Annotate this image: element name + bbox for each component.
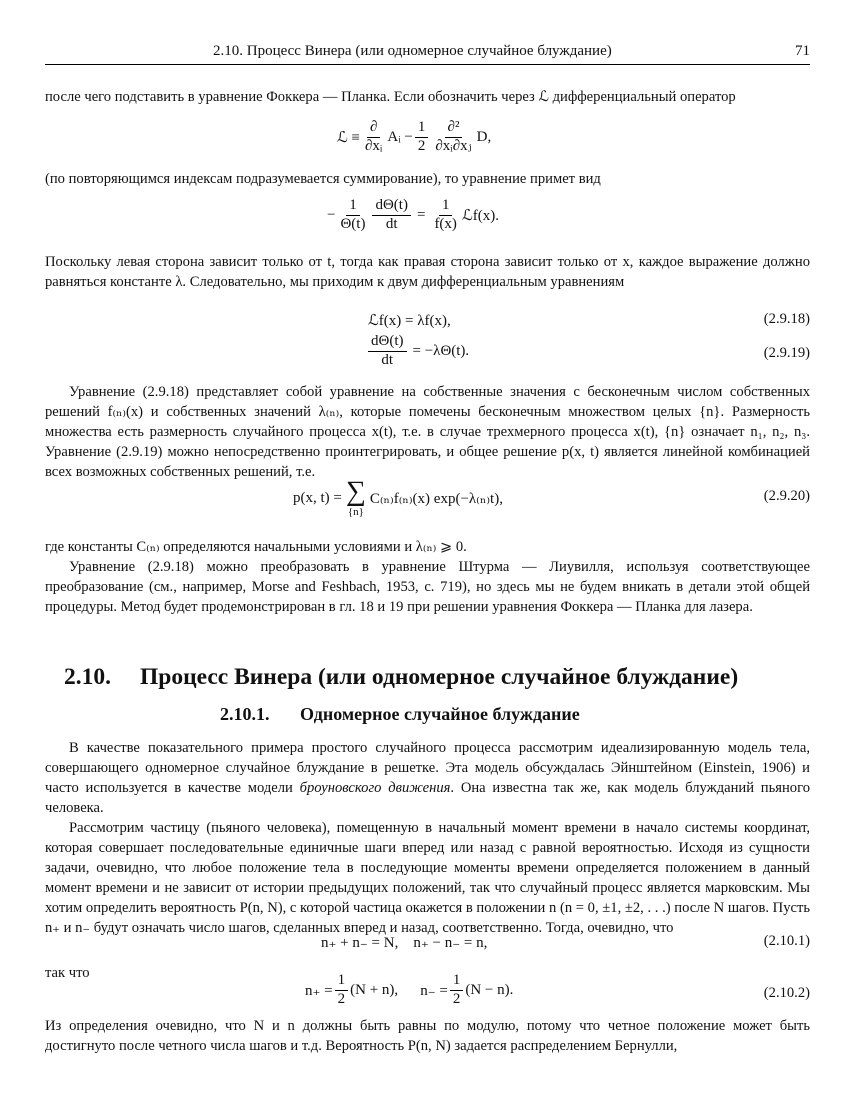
fraction-denominator: ∂xᵢ: [365, 137, 383, 154]
paragraph-so-that: так что: [45, 965, 90, 981]
equation-tail: ℒf(x).: [461, 207, 499, 224]
equation-number: (2.10.1): [763, 933, 810, 949]
equation-2-9-18: [45, 311, 810, 333]
equation-number: (2.9.20): [763, 488, 810, 504]
fraction-numerator: dΘ(t): [368, 334, 407, 352]
fraction-denominator: Θ(t): [340, 215, 366, 232]
fraction-dtheta-dt: [372, 198, 411, 233]
equation-number: (2.9.18): [763, 311, 810, 327]
fraction-denominator: 2: [452, 990, 461, 1007]
paragraph-intro: после чего подставить в уравнение Фоккера — Планка. Если обозначить через ℒ дифференциальный оператор: [45, 89, 736, 105]
fraction-numerator: 1: [439, 198, 453, 216]
fraction-numerator: ∂: [367, 120, 380, 138]
equation-lhs: p(x, t) =: [293, 489, 342, 506]
equation-2-9-19: [45, 334, 810, 376]
paragraph-bernoulli: Из определения очевидно, что N и n должны быть равны по модулю, потому что четное положение может быть достигнуто после четного числа шагов и т.д. Вероятность P(n, N) задается распределением Бернулли,: [45, 1018, 810, 1054]
equation-part: (N + n),: [350, 981, 399, 998]
fraction-denominator: 2: [417, 137, 426, 154]
equation-operator-definition: [45, 120, 810, 166]
subsection-title: Одномерное случайное блуждание: [300, 704, 580, 724]
operator-tail: D,: [476, 128, 492, 145]
fraction-denominator: f(x): [434, 215, 457, 232]
paragraph-sturm-liouville: Уравнение (2.9.18) можно преобразовать в уравнение Штурма — Лиувилля, используя соответствующее преобразование (см., например, Morse and Feshbach, 1953, с. 719), но здесь мы не будем вникать в детали этой общей процедуры. Метод будет продемонстрирован в гл. 18 и 19 при решении уравнения Фоккера — Планка для лазера.: [45, 559, 810, 615]
equals-sign: =: [416, 206, 426, 223]
fraction-one-half: [450, 973, 464, 1008]
equation-2-10-2: [45, 973, 810, 1017]
equation-rhs: C₍ₙ₎f₍ₙ₎(x) exp(−λ₍ₙ₎t),: [369, 490, 503, 507]
fraction-dtheta-dt: [368, 334, 407, 369]
fraction-numerator: 1: [346, 198, 360, 216]
equation-body: ℒf(x) = λf(x),: [368, 313, 451, 329]
fraction-second-partial: [432, 120, 474, 155]
equation-2-10-1: [45, 933, 810, 955]
section-title: Процесс Винера (или одномерное случайное блуждание): [140, 664, 739, 690]
fraction-denominator: ∂xᵢ∂xⱼ: [435, 137, 472, 154]
paragraph-eigen-intro: Поскольку левая сторона зависит только от t, тогда как правая сторона зависит только от x, каждое выражение должно равняться константе λ. Следовательно, мы приходим к двум дифференциальным уравнениям: [45, 254, 810, 290]
fraction-numerator: dΘ(t): [372, 198, 411, 216]
fraction-denominator: dt: [381, 351, 394, 368]
equation-body: n₊ + n₋ = N, n₊ − n₋ = n,: [321, 935, 488, 951]
section-heading: [64, 664, 738, 691]
equation-lhs: n₊ =: [305, 982, 333, 999]
equation-tail: = −λΘ(t).: [412, 342, 470, 359]
equation-separated: [45, 198, 810, 244]
fraction-one-half: [335, 973, 349, 1008]
fraction-inverse-f: [431, 198, 460, 233]
fraction-denominator: 2: [337, 990, 346, 1007]
running-title: 2.10. Процесс Винера (или одномерное случайное блуждание): [213, 43, 612, 59]
fraction-numerator: 1: [450, 973, 464, 991]
subsection-heading: [220, 704, 580, 725]
fraction-numerator: ∂²: [445, 120, 463, 138]
equation-lhs: n₋ =: [420, 982, 448, 999]
sum-index: {n}: [347, 506, 364, 518]
fraction-partial: [362, 120, 385, 155]
running-header: [45, 42, 810, 65]
sigma-symbol: ∑: [345, 476, 366, 507]
equation-number: (2.9.19): [763, 345, 810, 361]
text-run: В качестве показательного примера простого случайного процесса рассмотрим идеализированную модель тела, совершающего одномерное случайное блуждание в решетке. Эта модель обсуждалась Эйнштейном (Einstein, 1906) и часто используется в качестве модели: [45, 740, 810, 796]
text-run: . Она известна так же, как модель блужданий пьяного человека.: [45, 780, 810, 816]
page-number: 71: [795, 43, 810, 59]
fraction-one-half: [415, 120, 429, 155]
equation-2-9-20: [45, 478, 810, 528]
paragraph-eigen-solutions: Уравнение (2.9.18) представляет собой уравнение на собственные значения с бесконечным числом собственных решений f₍ₙ₎(x) и собственных значений λ₍ₙ₎, которые помечены бесконечным множеством целых {n}. Размерность множества есть размерность случайного процесса x(t), т.е. в случае трехмерного процесса x(t), {n} означает n₁, n₂, n₃. Уравнение (2.9.19) можно непосредственно проинтегрировать, и общее решение p(x, t) является линейной комбинацией всех возможных собственных решений, т.е.: [45, 384, 810, 480]
fraction-numerator: 1: [335, 973, 349, 991]
paragraph-constants: где константы C₍ₙ₎ определяются начальными условиями и λ₍ₙ₎ ⩾ 0.: [45, 539, 467, 555]
equation-number: (2.10.2): [763, 985, 810, 1001]
summation-sign: [346, 478, 366, 518]
operator-lhs: ℒ ≡: [337, 129, 361, 146]
subsection-number: 2.10.1.: [220, 704, 270, 724]
section-number: 2.10.: [64, 664, 111, 690]
emphasis-brownian-motion: броуновского движения: [299, 780, 451, 796]
minus-sign: −: [327, 206, 336, 223]
equation-part: (N − n).: [465, 981, 514, 998]
fraction-numerator: 1: [415, 120, 429, 138]
paragraph-drunkard: Рассмотрим частицу (пьяного человека), помещенную в начальный момент времени в начало системы координат, которая совершает последовательные единичные шаги вперед или назад с равной вероятностью. Исходя из сущности задачи, очевидно, что любое положение тела в последующие моменты времени определяется положением в данный момент времени и не зависит от истории предыдущих положений, так что случайный процесс является марковским. Мы хотим определить вероятность P(n, N), с которой частица окажется в положении n (n = 0, ±1, ±2, . . .) после N шагов. Пусть n₊ и n₋ будут означать число шагов, сделанных вперед и назад, соответственно. Тогда, очевидно, что: [45, 820, 810, 936]
operator-middle: Aᵢ −: [387, 128, 413, 145]
fraction-inverse-theta: [337, 198, 368, 233]
paragraph-summation-note: (по повторяющимся индексам подразумевается суммирование), то уравнение примет вид: [45, 171, 601, 187]
paragraph-random-walk-intro: [45, 738, 810, 818]
fraction-denominator: dt: [385, 215, 398, 232]
